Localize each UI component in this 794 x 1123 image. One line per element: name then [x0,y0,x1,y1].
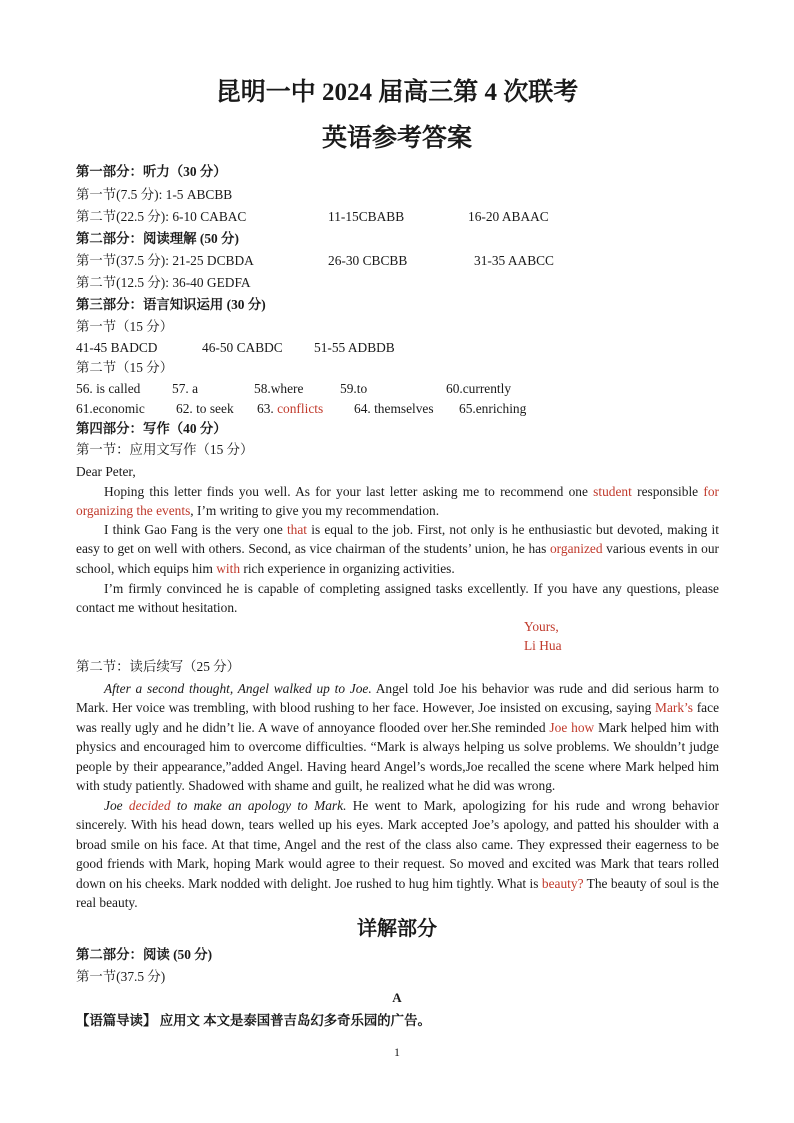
highlighted-word: beauty? [541,875,584,891]
part3-section2-heading: 第二节（15 分） [76,360,174,375]
text-run: Angel told Joe his behavior was rude and did serious harm to Mark. Her voice was trembling, with blood rushing to her face. However, Joe insisted on excusing, saying [76,681,719,716]
answer-group: 31-35 AABCC [474,253,554,268]
highlighted-word: decided [128,798,171,813]
part3-heading: 第三部分：语言知识运用 (30 分) [76,297,266,312]
answer-group: 51-55 ADBDB [314,340,395,355]
highlighted-phrase: Joe how [549,719,595,735]
highlighted-word: Mark’s [655,700,693,716]
part3-section1-heading: 第一节（15 分） [76,319,174,334]
text-run: , I’m writing to give you my recommendation. [190,503,440,519]
explanation-section1-heading: 第一节(37.5 分) [76,969,166,984]
text-run: various events in our school, which equips him [76,541,719,576]
part4-section1-heading: 第一节：应用文写作（15 分） [76,442,254,457]
intro-tag: 【语篇导读】 [76,1013,157,1028]
answer-group: 41-45 BADCD [76,340,158,355]
highlighted-word: student [593,484,632,499]
part1-section1: 第一节(7.5 分): 1-5 ABCBB [76,187,233,202]
part4-section2-heading: 第二节：读后续写（25 分） [76,659,241,674]
text-run: Hoping this letter finds you well. As for your last letter asking me to recommend one [104,484,594,499]
answer-item: 62. to seek [176,401,234,416]
answer-item: 61.economic [76,401,145,416]
answer-group: 16-20 ABAAC [468,209,549,224]
part4-heading: 第四部分：写作（40 分） [76,421,227,436]
text-run: Mark helped him with physics and encouraged him to overcome difficulties. “Mark is always helping us solve problems. We shouldn’t judge people by their appearance,”added Angel. Having heard Angel’s words,Joe recalled the scene where Mark helped him with study patiently. Shadowed with shame and guilt, he realized what he did was wrong. [76,719,719,794]
explanation-part2-heading: 第二部分：阅读 (50 分) [76,947,213,962]
answer-item: 57. a [172,381,199,396]
highlighted-word: with [216,560,241,576]
page-number: 1 [394,1045,400,1059]
explanation-title: 详解部分 [357,918,437,940]
intro-text: 应用文 本文是泰国普吉岛幻多奇乐园的广告。 [156,1013,431,1028]
answer-item: 64. themselves [354,401,434,416]
page-subtitle: 英语参考答案 [321,125,472,152]
prompt-sentence: Joe [104,798,129,813]
answer-group: 46-50 CABDC [202,340,283,355]
highlighted-word: organized [549,541,603,557]
passage-intro [76,1012,431,1030]
answer-group: 11-15CBABB [328,209,405,224]
page-title: 昆明一中 2024 届高三第 4 次联考 [215,79,579,106]
highlighted-phrase: for organizing the events [76,484,719,519]
text-run: The beauty of soul is the real beauty. [76,875,720,911]
continuation-paragraph-1 [76,679,719,795]
passage-label: A [392,990,402,1005]
letter-greeting: Dear Peter, [76,464,136,479]
letter-paragraph-2 [76,520,719,578]
answer-item: 65.enriching [459,401,527,416]
answer-item: 56. is called [76,381,141,396]
highlighted-word: that [286,522,308,537]
answer-group: 第一节(37.5 分): 21-25 DCBDA [76,253,254,268]
text-run: face was really ugly and he didn’t lie. A wave of annoyance flooded over her.She reminded [76,700,720,735]
part2-heading: 第二部分：阅读理解 (50 分) [76,231,239,246]
answer-group: 26-30 CBCBB [328,253,408,268]
letter-paragraph-3: I’m firmly convinced he is capable of completing assigned tasks excellently. If you have any questions, please contact me without hesitation. [76,581,719,616]
answer-item: 60.currently [446,381,512,396]
answer-item: 59.to [340,381,368,396]
letter-signature: Li Hua [524,638,562,653]
answer-item [257,400,323,418]
letter-paragraph-1 [76,482,719,521]
letter-closing: Yours, [524,619,559,634]
answer-group: 第二节(22.5 分): 6-10 CABAC [76,209,247,224]
text-run: He went to Mark, apologizing for his rude and wrong behavior sincerely. With his head down, tears welled up his eyes. Mark accepted Joe’s apology, and patted his shoulder with a broad smile on his face. At that time, Angel and the rest of the class also came. They expressed their eagerness to be good friends with Mark, hoping Mark would agree to their request. So moved and excited was Mark that tears rolled down on his cheeks. Mark nodded with delight. Joe rushed to hug him tightly. What is [76,798,719,891]
text-run: I think Gao Fang is the very one [104,522,287,537]
prompt-sentence: to make an apology to Mark. [170,798,347,813]
answer-item: 58.where [254,381,304,396]
highlighted-answer: conflicts [277,401,324,416]
text-run: is equal to the job. First, not only is he enthusiastic but devoted, making it easy to get on well with others. Second, as vice chairman of the students’ union, he has [76,522,719,557]
text-run: responsible [631,484,704,499]
part2-section2: 第二节(12.5 分): 36-40 GEDFA [76,275,251,290]
continuation-paragraph-2 [76,796,719,912]
part1-heading: 第一部分：听力（30 分） [76,164,227,179]
prompt-sentence: After a second thought, Angel walked up to Joe. [104,681,372,696]
answer-number: 63. [257,401,278,416]
text-run: rich experience in organizing activities. [240,560,455,576]
